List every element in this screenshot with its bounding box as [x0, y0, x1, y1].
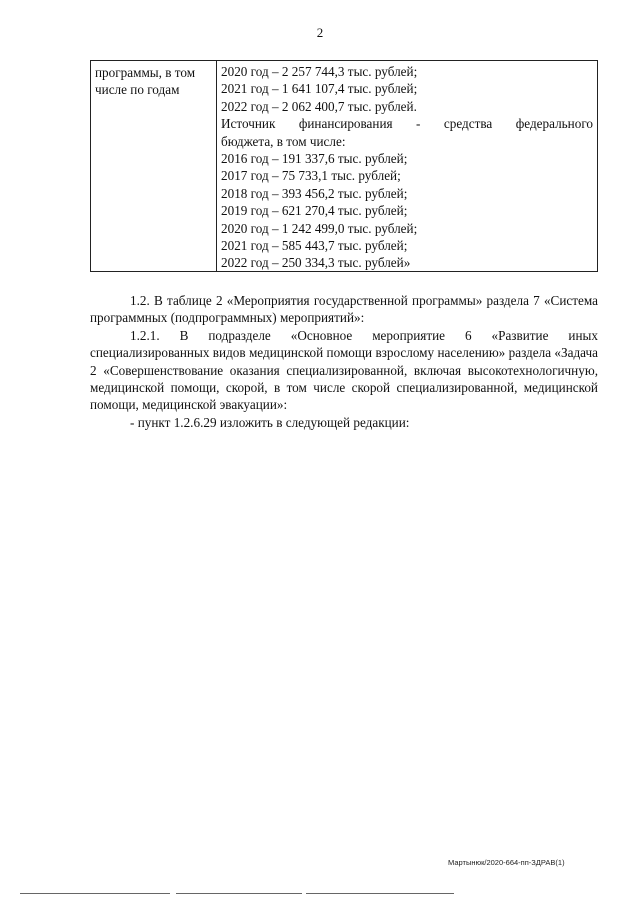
paragraph-item-1-2-6-29: - пункт 1.2.6.29 изложить в следующей редакции: — [130, 414, 410, 430]
funding-line: 2022 год – 2 062 400,7 тыс. рублей. — [221, 98, 417, 114]
funding-line: 2021 год – 585 443,7 тыс. рублей; — [221, 238, 408, 254]
funding-source-line: бюджета, в том числе: — [221, 133, 346, 149]
left-cell-line: числе по годам — [95, 82, 180, 98]
funding-line: 2021 год – 1 641 107,4 тыс. рублей; — [221, 81, 418, 97]
funding-line: 2018 год – 393 456,2 тыс. рублей; — [221, 185, 408, 201]
footer-divider — [306, 893, 454, 894]
paragraph-1-2-1: 1.2.1. В подразделе «Основное мероприятие 6 «Развитие иных специализированных видов медицинской помощи взрослому населению» раздела «Задача 2 «Совершенствование оказания специализированной, включая высокотехнологичную, медицинской помощи, скорой, в том числе скорой специализированной, медицинской помощи, медицинской эвакуации»: — [90, 327, 598, 413]
funding-line: 2019 год – 621 270,4 тыс. рублей; — [221, 203, 408, 219]
paragraph-1-2: 1.2. В таблице 2 «Мероприятия государственной программы» раздела 7 «Система программных (подпрограммных) мероприятий»: — [90, 293, 598, 326]
footer-divider — [20, 893, 170, 894]
funding-line: 2022 год – 250 334,3 тыс. рублей» — [221, 255, 411, 271]
document-code: Мартынюк/2020-664-пп-ЗДРАВ(1) — [448, 858, 565, 867]
table-right-cell — [217, 61, 597, 271]
funding-source-line: Источник финансирования - средства федерального — [221, 116, 593, 132]
funding-line: 2017 год – 75 733,1 тыс. рублей; — [221, 168, 401, 184]
footer-divider — [176, 893, 302, 894]
left-cell-line: программы, в том — [95, 65, 196, 80]
financing-table — [90, 60, 598, 272]
funding-line: 2020 год – 2 257 744,3 тыс. рублей; — [221, 64, 418, 79]
page-number: 2 — [316, 25, 324, 40]
funding-line: 2020 год – 1 242 499,0 тыс. рублей; — [221, 220, 418, 236]
table-left-cell — [91, 61, 217, 271]
funding-line: 2016 год – 191 337,6 тыс. рублей; — [221, 151, 408, 167]
document-body — [90, 292, 598, 431]
